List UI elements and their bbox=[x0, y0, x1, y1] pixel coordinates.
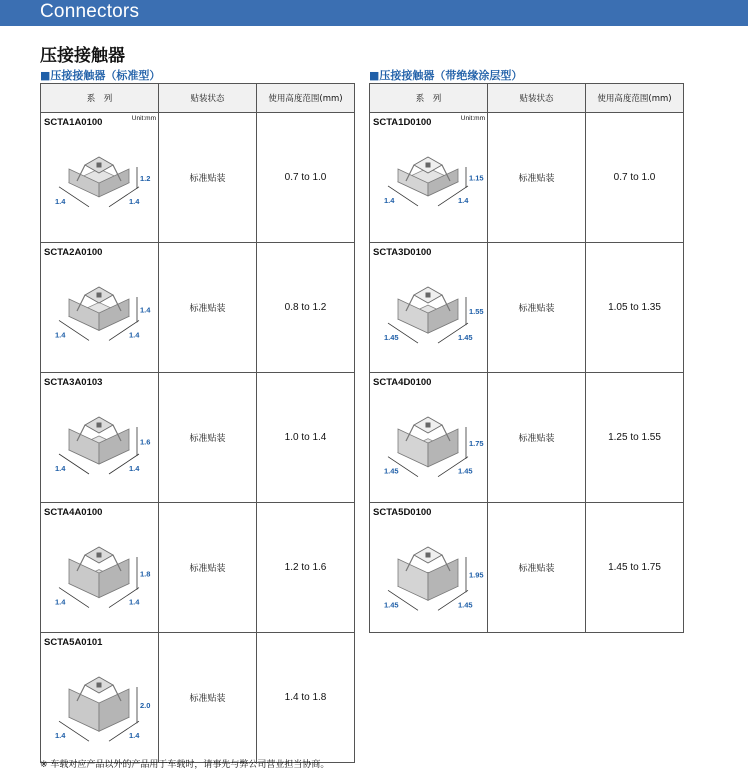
contact-wall-left bbox=[398, 299, 428, 333]
model-number: SCTA2A0100 bbox=[44, 247, 103, 258]
width-dim-label: 1.4 bbox=[55, 464, 66, 473]
unit-label: Unit:mm bbox=[131, 115, 156, 122]
mount-state: 标准贴装 bbox=[488, 373, 586, 503]
contact-part bbox=[398, 417, 458, 467]
product-cell bbox=[41, 373, 159, 503]
contact-part bbox=[69, 287, 129, 330]
height-range: 0.7 to 1.0 bbox=[257, 113, 355, 243]
height-dim-label: 1.8 bbox=[140, 569, 151, 579]
contact-wall-right bbox=[99, 429, 129, 464]
height-range: 1.45 to 1.75 bbox=[586, 503, 684, 633]
contact-drawing bbox=[41, 113, 159, 240]
height-dim-label: 1.75 bbox=[469, 438, 484, 448]
spec-table-coated bbox=[369, 83, 684, 633]
contact-dimple bbox=[426, 423, 431, 428]
contact-wall-left bbox=[69, 689, 99, 731]
model-number: SCTA5A0101 bbox=[44, 637, 103, 648]
table-row bbox=[41, 633, 355, 763]
mount-state: 标准贴装 bbox=[159, 633, 257, 763]
contact-wall-left bbox=[69, 299, 99, 330]
mount-state: 标准贴装 bbox=[159, 503, 257, 633]
product-cell bbox=[41, 633, 159, 763]
contact-part bbox=[69, 547, 129, 598]
height-range: 1.0 to 1.4 bbox=[257, 373, 355, 503]
contact-wall-right bbox=[428, 559, 458, 600]
table-header-row bbox=[41, 84, 355, 113]
contact-wall-right bbox=[99, 689, 129, 731]
section-title-standard: ■压接接触器（标准型） bbox=[40, 69, 161, 82]
table-row bbox=[370, 503, 684, 633]
contact-wall-right bbox=[99, 559, 129, 598]
section-title-coated: ■压接接触器（带绝缘涂层型） bbox=[369, 69, 523, 82]
page-title: 压接接触器 bbox=[40, 46, 125, 66]
height-dim-label: 1.55 bbox=[469, 307, 484, 317]
contact-part bbox=[398, 157, 458, 196]
product-cell bbox=[41, 113, 159, 243]
width-dim-label: 1.45 bbox=[384, 600, 399, 610]
contact-drawing bbox=[370, 503, 488, 630]
model-number: SCTA1D0100 bbox=[373, 117, 432, 128]
table-row bbox=[370, 113, 684, 243]
contact-wall-left bbox=[398, 559, 428, 600]
table-row bbox=[41, 373, 355, 503]
header-series: 系 列 bbox=[41, 84, 159, 113]
width-dim-label: 1.4 bbox=[384, 195, 395, 205]
table-row bbox=[41, 243, 355, 373]
height-dim-label: 1.15 bbox=[469, 173, 484, 183]
contact-drawing bbox=[41, 243, 159, 370]
height-range: 1.2 to 1.6 bbox=[257, 503, 355, 633]
depth-dim-label: 1.4 bbox=[458, 195, 469, 205]
depth-dim-label: 1.4 bbox=[129, 464, 140, 473]
contact-wall-right bbox=[99, 299, 129, 330]
model-number: SCTA3A0103 bbox=[44, 377, 103, 388]
header-series: 系 列 bbox=[370, 84, 488, 113]
contact-drawing bbox=[370, 373, 488, 500]
model-number: SCTA4D0100 bbox=[373, 377, 432, 388]
depth-dim-label: 1.4 bbox=[129, 731, 140, 741]
width-dim-label: 1.4 bbox=[55, 731, 66, 741]
contact-drawing bbox=[41, 633, 159, 760]
contact-dimple bbox=[426, 553, 431, 558]
footnote: ※ 车载对应产品以外的产品用于车载时，请事先与弊公司营业担当协商。 bbox=[40, 760, 330, 770]
product-cell bbox=[41, 503, 159, 633]
top-banner bbox=[0, 0, 748, 26]
product-cell bbox=[370, 243, 488, 373]
mount-state: 标准贴装 bbox=[488, 113, 586, 243]
model-number: SCTA3D0100 bbox=[373, 247, 432, 258]
model-number: SCTA4A0100 bbox=[44, 507, 103, 518]
mount-state: 标准贴装 bbox=[159, 243, 257, 373]
contact-dimple bbox=[97, 553, 102, 558]
mount-state: 标准贴装 bbox=[159, 113, 257, 243]
mount-state: 标准贴装 bbox=[159, 373, 257, 503]
contact-dimple bbox=[97, 423, 102, 428]
height-dim-label: 1.95 bbox=[469, 570, 484, 580]
contact-dimple bbox=[426, 163, 431, 168]
contact-dimple bbox=[97, 293, 102, 298]
contact-dimple bbox=[426, 293, 431, 298]
height-range: 1.4 to 1.8 bbox=[257, 633, 355, 763]
spec-table-standard bbox=[40, 83, 355, 763]
height-range: 0.8 to 1.2 bbox=[257, 243, 355, 373]
product-cell bbox=[370, 503, 488, 633]
width-dim-label: 1.45 bbox=[384, 333, 399, 343]
product-cell bbox=[370, 113, 488, 243]
width-dim-label: 1.45 bbox=[384, 466, 399, 476]
depth-dim-label: 1.4 bbox=[129, 330, 140, 340]
mount-state: 标准贴装 bbox=[488, 243, 586, 373]
mount-state: 标准贴装 bbox=[488, 503, 586, 633]
unit-label: Unit:mm bbox=[460, 115, 485, 122]
contact-part bbox=[69, 157, 129, 197]
header-state: 贴装状态 bbox=[159, 84, 257, 113]
height-dim-label: 1.6 bbox=[140, 437, 151, 447]
table-row bbox=[370, 373, 684, 503]
table-row bbox=[370, 243, 684, 373]
depth-dim-label: 1.45 bbox=[458, 466, 473, 476]
table-row bbox=[41, 113, 355, 243]
height-range: 0.7 to 1.0 bbox=[586, 113, 684, 243]
table-row bbox=[41, 503, 355, 633]
contact-dimple bbox=[97, 683, 102, 688]
contact-part bbox=[398, 287, 458, 333]
header-range: 使用高度范围(mm) bbox=[586, 84, 684, 113]
height-dim-label: 2.0 bbox=[140, 701, 151, 711]
contact-wall-left bbox=[398, 429, 428, 467]
table-header-row bbox=[370, 84, 684, 113]
width-dim-label: 1.4 bbox=[55, 196, 66, 206]
height-dim-label: 1.4 bbox=[140, 305, 151, 315]
header-state: 贴装状态 bbox=[488, 84, 586, 113]
contact-part bbox=[398, 547, 458, 600]
model-number: SCTA1A0100 bbox=[44, 117, 103, 128]
contact-wall-right bbox=[428, 429, 458, 467]
header-range: 使用高度范围(mm) bbox=[257, 84, 355, 113]
height-range: 1.05 to 1.35 bbox=[586, 243, 684, 373]
contact-drawing bbox=[370, 113, 488, 240]
contact-wall-left bbox=[69, 429, 99, 464]
contact-part bbox=[69, 417, 129, 464]
contact-dimple bbox=[97, 163, 102, 168]
product-cell bbox=[41, 243, 159, 373]
contact-wall-right bbox=[428, 299, 458, 333]
contact-part bbox=[69, 677, 129, 731]
contact-drawing bbox=[41, 373, 159, 500]
contact-wall-left bbox=[69, 559, 99, 598]
width-dim-label: 1.4 bbox=[55, 597, 66, 607]
model-number: SCTA5D0100 bbox=[373, 507, 432, 518]
height-range: 1.25 to 1.55 bbox=[586, 373, 684, 503]
depth-dim-label: 1.4 bbox=[129, 196, 140, 206]
contact-drawing bbox=[370, 243, 488, 370]
product-cell bbox=[370, 373, 488, 503]
contact-drawing bbox=[41, 503, 159, 630]
depth-dim-label: 1.4 bbox=[129, 597, 140, 607]
banner-title: Connectors bbox=[40, 1, 140, 22]
depth-dim-label: 1.45 bbox=[458, 333, 473, 343]
height-dim-label: 1.2 bbox=[140, 173, 151, 183]
depth-dim-label: 1.45 bbox=[458, 600, 473, 610]
width-dim-label: 1.4 bbox=[55, 330, 66, 340]
